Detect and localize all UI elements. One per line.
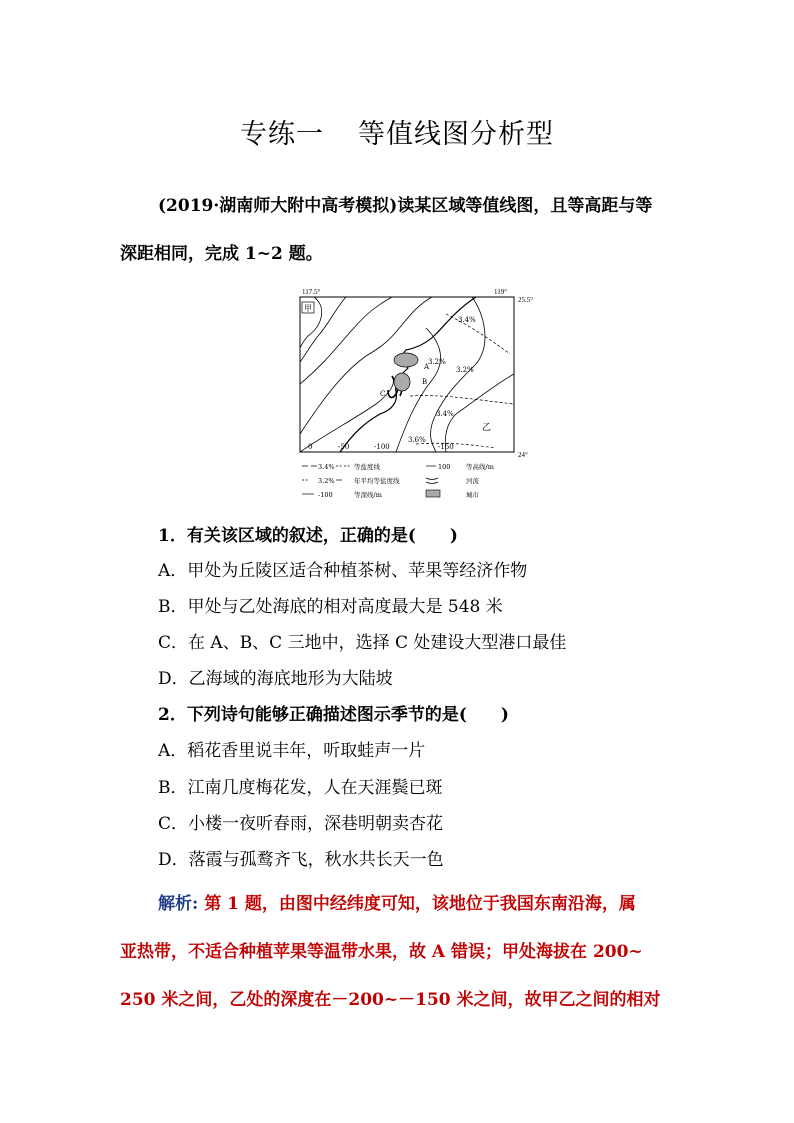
question-2-option-b: B．江南几度梅花发，人在天涯鬓已斑 bbox=[158, 778, 443, 798]
iso-label-34-top: 3.4% bbox=[458, 316, 476, 324]
label-point-c: C bbox=[380, 390, 386, 398]
legend-item4-text: 河流 bbox=[466, 477, 479, 485]
intro-line-1: (2019·湖南师大附中高考模拟)读某区域等值线图，且等高距与等 bbox=[158, 196, 653, 216]
analysis-line-1 bbox=[158, 896, 718, 913]
question-2: 2．下列诗句能够正确描述图示季节的是( ) bbox=[158, 705, 509, 725]
lon-left-label: 117.5° bbox=[302, 288, 321, 296]
legend-item1-val: 3.4% bbox=[318, 463, 335, 471]
legend-item2-text: 等高线/m bbox=[466, 463, 494, 471]
legend-item3-val: 3.2% bbox=[318, 477, 335, 485]
depth-150: -150 bbox=[438, 443, 454, 451]
analysis-label: 解析: bbox=[158, 894, 199, 914]
city-upper bbox=[394, 353, 418, 367]
legend bbox=[302, 462, 494, 499]
iso-label-36: 3.6% bbox=[408, 436, 426, 444]
legend-item3-text: 年平均等盐度线 bbox=[354, 477, 400, 485]
title-part2: 等值线图分析型 bbox=[358, 119, 554, 150]
page-title bbox=[0, 112, 794, 151]
depth-100: -100 bbox=[374, 443, 390, 451]
iso-label-32-a: 3.2% bbox=[428, 358, 446, 366]
iso-label-32-b: 3.2% bbox=[456, 366, 474, 374]
contour-map-figure bbox=[296, 284, 536, 510]
question-2-option-d: D．落霞与孤鹜齐飞，秋水共长天一色 bbox=[158, 850, 444, 870]
label-point-b: B bbox=[422, 378, 428, 386]
question-1-option-d: D．乙海域的海底地形为大陆坡 bbox=[158, 669, 393, 689]
analysis-line-2: 亚热带，不适合种植苹果等温带水果，故 A 错误；甲处海拔在 200~ bbox=[120, 942, 643, 962]
question-1-option-a: A．甲处为丘陵区适合种植茶树、苹果等经济作物 bbox=[158, 561, 528, 581]
analysis-line-3: 250 米之间，乙处的深度在－200~－150 米之间，故甲乙之间的相对 bbox=[120, 990, 661, 1010]
lon-right-label: 119° bbox=[494, 288, 508, 296]
label-point-a: A bbox=[424, 363, 430, 371]
question-1-option-b: B．甲处与乙处海底的相对高度最大是 548 米 bbox=[158, 597, 503, 617]
iso-label-34-mid: 3.4% bbox=[436, 410, 454, 418]
question-2-option-a: A．稻花香里说丰年，听取蛙声一片 bbox=[158, 741, 426, 761]
question-1: 1．有关该区域的叙述，正确的是( ) bbox=[158, 526, 458, 546]
legend-item5-text: 等深线/m bbox=[354, 491, 382, 499]
legend-item6-text: 城市 bbox=[466, 491, 479, 499]
question-1-option-c: C．在 A、B、C 三地中，选择 C 处建设大型港口最佳 bbox=[158, 633, 567, 653]
question-2-option-c: C．小楼一夜听春雨，深巷明朝卖杏花 bbox=[158, 814, 444, 834]
label-jia: 甲 bbox=[304, 304, 312, 313]
legend-item1-text: 等盐度线 bbox=[354, 463, 380, 471]
intro-line-2: 深距相同，完成 1~2 题。 bbox=[120, 244, 323, 264]
depth-50: -50 bbox=[338, 443, 350, 451]
legend-item5-val: -100 bbox=[318, 491, 333, 499]
coastline bbox=[340, 297, 476, 452]
depth-0: 0 bbox=[308, 443, 313, 451]
contour-lines bbox=[300, 297, 432, 452]
city-lower bbox=[394, 373, 410, 391]
legend-swatch-city bbox=[426, 490, 440, 497]
lat-top-label: 25.5° bbox=[518, 296, 534, 304]
label-yi: 乙 bbox=[482, 423, 492, 433]
legend-swatch-river bbox=[426, 478, 438, 484]
analysis-line-1-text: 第 1 题，由图中经纬度可知，该地位于我国东南沿海，属 bbox=[198, 894, 636, 914]
legend-item2-val: 100 bbox=[438, 463, 451, 471]
lat-bottom-label: 24° bbox=[518, 451, 528, 459]
isobath-lines bbox=[396, 297, 514, 452]
title-part1: 专练一 bbox=[240, 119, 324, 150]
